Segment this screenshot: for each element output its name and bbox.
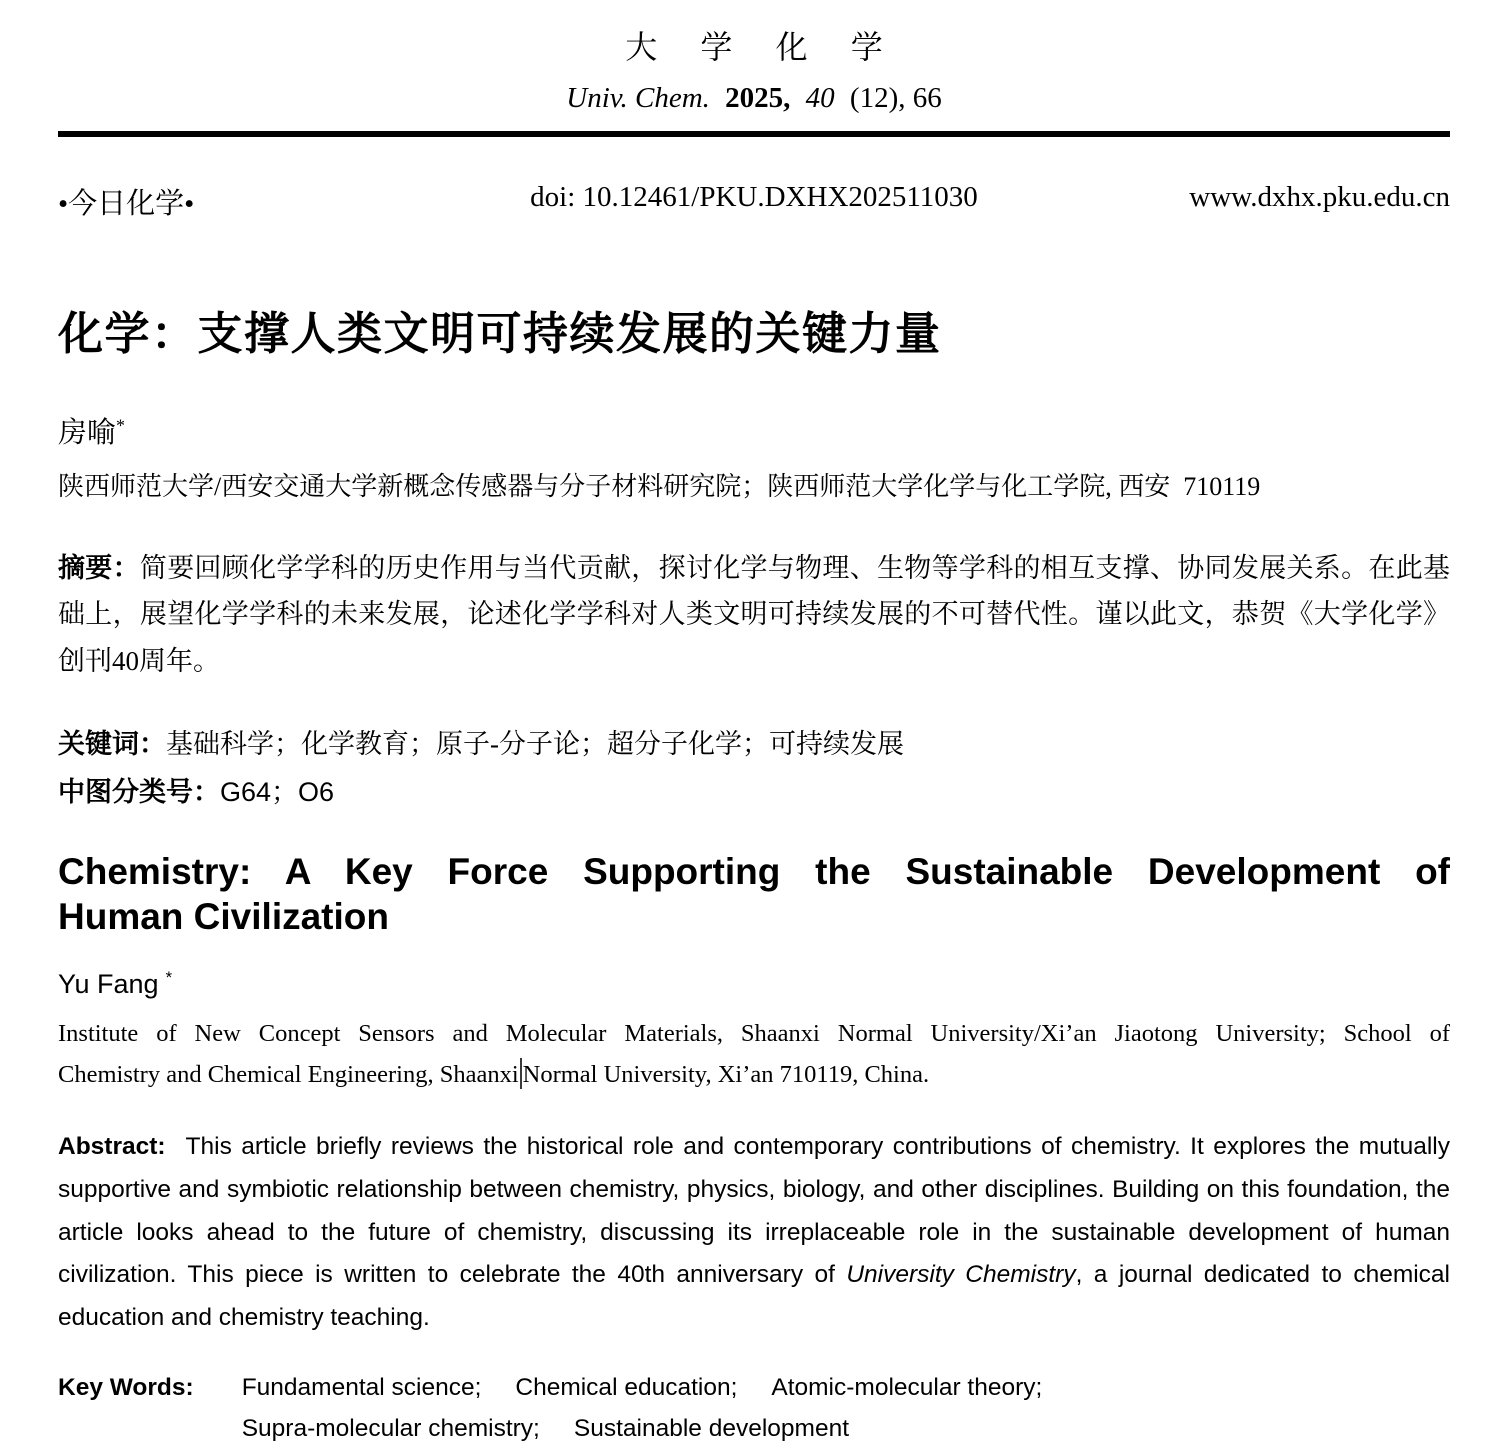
- corresponding-author-asterisk-en: *: [165, 967, 173, 987]
- keyword-item: Fundamental science;: [241, 1374, 482, 1402]
- keyword-item: Atomic-molecular theory;: [771, 1374, 1043, 1402]
- clc-classification: [58, 770, 1450, 809]
- column-label: •今日化学•: [58, 188, 195, 220]
- citation-issue-page: (12), 66: [849, 82, 942, 114]
- journal-website: www.dxhx.pku.edu.cn: [1189, 181, 1450, 213]
- title-english-line2: Human Civilization: [58, 896, 389, 938]
- clc-label: 中图分类号：: [58, 777, 220, 808]
- author-name-en: Yu Fang: [58, 968, 159, 999]
- text-insertion-cursor: [520, 1058, 522, 1089]
- citation-volume: 40: [805, 82, 835, 114]
- abstract-text-cn: 简要回顾化学学科的历史作用与当代贡献，探讨化学与物理、生物等学科的相互支撑、协同发展关系。在此基础上，展望化学学科的未来发展，论述化学学科对人类文明可持续发展的不可替代性。谨以此文，恭贺《大学化学》创刊40周年。: [58, 553, 1451, 676]
- affiliation-after-cursor: Normal University, Xi’an 710119, China.: [522, 1061, 930, 1089]
- affiliation-english: [58, 1013, 1450, 1096]
- abstract-chinese: [58, 545, 1450, 684]
- header-divider-rule: [58, 131, 1450, 137]
- keyword-item: Chemical education;: [515, 1374, 738, 1402]
- meta-row: [58, 181, 1450, 221]
- keywords-label-en: Key Words:: [58, 1374, 194, 1402]
- journal-citation: [58, 82, 1450, 115]
- abstract-label-cn: 摘要：: [58, 553, 140, 583]
- keywords-label-cn: 关键词：: [58, 729, 166, 760]
- corresponding-author-asterisk: *: [116, 415, 125, 436]
- title-english: [58, 849, 1450, 939]
- abstract-text-en-part2: , a journal dedicated to chemical education and chemistry teaching.: [58, 1261, 1450, 1332]
- title-english-line1: Chemistry: A Key Force Supporting the Sustainable Development of: [58, 851, 1450, 893]
- author-chinese: [58, 410, 1450, 451]
- affiliation-english-line2: [58, 1054, 1450, 1096]
- citation-journal-abbrev: Univ. Chem.: [566, 82, 710, 114]
- keywords-text-cn: 基础科学；化学教育；原子-分子论；超分子化学；可持续发展: [166, 729, 904, 760]
- journal-name-cn: 大 学 化 学: [625, 29, 901, 65]
- keywords-en-line1: [242, 1368, 1043, 1408]
- abstract-journal-name-italic: University Chemistry: [846, 1261, 1076, 1289]
- keyword-item: Sustainable development: [573, 1414, 850, 1442]
- keywords-english: [58, 1368, 1450, 1449]
- clc-value: G64；O6: [220, 777, 335, 808]
- citation-year: 2025,: [725, 82, 791, 114]
- abstract-text-en-part1: This article briefly reviews the historical role and contemporary contributions of chemistry. It explores the mutually supportive and symbiotic relationship between chemistry, physics, biology, and other disciplines. Building on this foundation, the article looks ahead to the future of chemistry, discussing its irreplaceable role in the sustainable development of human civilization. This piece is written to celebrate the 40th anniversary of: [58, 1132, 1450, 1289]
- affiliation-chinese: 陕西师范大学/西安交通大学新概念传感器与分子材料研究院；陕西师范大学化学与化工学院, 西安 710119: [58, 472, 1261, 501]
- abstract-english: [58, 1126, 1450, 1340]
- keywords-en-line2: [242, 1409, 1043, 1449]
- author-english: [58, 968, 1450, 1000]
- author-name-cn: 房喻: [58, 417, 117, 449]
- keyword-item: Supra-molecular chemistry;: [241, 1414, 540, 1442]
- doi-text: doi: 10.12461/PKU.DXHX202511030: [530, 181, 978, 213]
- affiliation-english-line1: Institute of New Concept Sensors and Molecular Materials, Shaanxi Normal University/Xi’an Jiaotong University; School of: [58, 1019, 1450, 1047]
- keywords-chinese: [58, 722, 1450, 761]
- abstract-label-en: Abstract:: [58, 1132, 166, 1160]
- affiliation-before-cursor: Chemistry and Chemical Engineering, Shaanxi: [58, 1061, 519, 1089]
- title-chinese: 化学：支撑人类文明可持续发展的关键力量: [58, 309, 942, 359]
- keywords-list-en: [242, 1368, 1043, 1449]
